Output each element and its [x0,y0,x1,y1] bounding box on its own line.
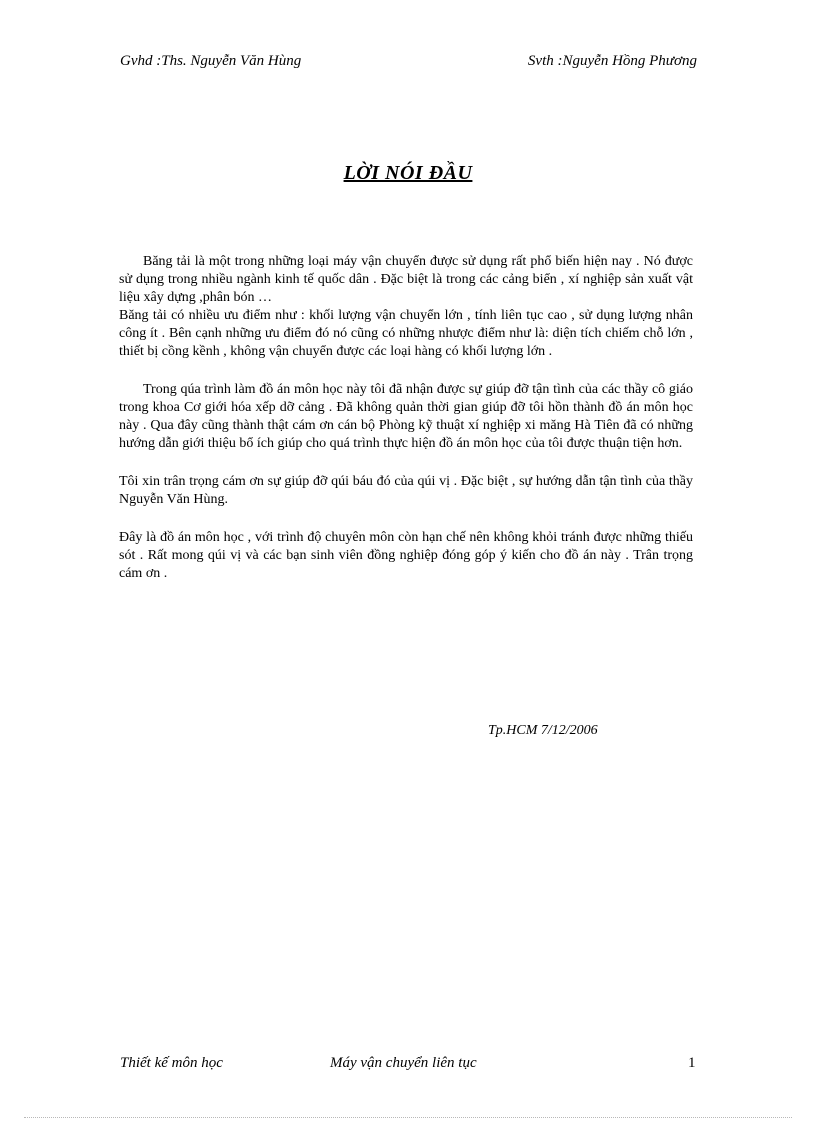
page-number: 1 [688,1055,696,1071]
paragraph-advantages: Băng tải có nhiều ưu điểm như : khối lượng vận chuyển lớn , tính liên tục cao , sử dụng lượng nhân công ít . Bên cạnh những ưu điểm đó nó cũng có những nhược điểm như là: diện tích chiếm chỗ lớn , thiết bị cồng kềnh , không vận chuyển được các loại hàng có khối lượng lớn . [119,308,693,359]
paragraph-thanks-faculty: Trong qúa trình làm đồ án môn học này tôi đã nhận được sự giúp đỡ tận tình của các thầy cô giáo trong khoa Cơ giới hóa xếp dỡ cảng . Đã không quản thời gian giúp đỡ tôi hồn thành đồ án môn học này . Qua đây cũng thành thật cám ơn cán bộ Phòng kỹ thuật xí nghiệp xi măng Hà Tiên đã có những hướng dẫn giới thiệu bổ ích giúp cho quá trình thực hiện đồ án môn học của tôi được thuận tiện hơn. [119,382,693,451]
header-advisor: Gvhd :Ths. Nguyễn Văn Hùng [120,53,302,69]
page-title: LỜI NÓI ĐẦU [343,162,473,184]
footer-course: Thiết kế môn học [120,1055,223,1071]
footer-topic: Máy vận chuyển liên tục [330,1055,477,1071]
body-text [119,253,693,583]
paragraph-intro: Băng tải là một trong những loại máy vận chuyển được sử dụng rất phổ biến hiện nay . Nó được sử dụng trong nhiều ngành kinh tế quốc dân . Đặc biệt là trong các cảng biển , xí nghiệp sản xuất vật liệu xây dựng ,phân bón … [119,254,693,305]
header-student: Svth :Nguyễn Hồng Phương [527,53,697,69]
paragraph-thanks-advisor: Tôi xin trân trọng cám ơn sự giúp đỡ qúi báu đó của qúi vị . Đặc biệt , sự hướng dẫn tận tình của thầy Nguyễn Văn Hùng. [119,474,693,507]
signature-date: Tp.HCM 7/12/2006 [488,723,598,738]
page-boundary-divider [24,1117,792,1118]
paragraph-closing: Đây là đồ án môn học , với trình độ chuyên môn còn hạn chế nên không khỏi tránh được những thiếu sót . Rất mong qúi vị và các bạn sinh viên đồng nghiệp đóng góp ý kiến cho đồ án này . Trân trọng cám ơn . [119,530,693,581]
